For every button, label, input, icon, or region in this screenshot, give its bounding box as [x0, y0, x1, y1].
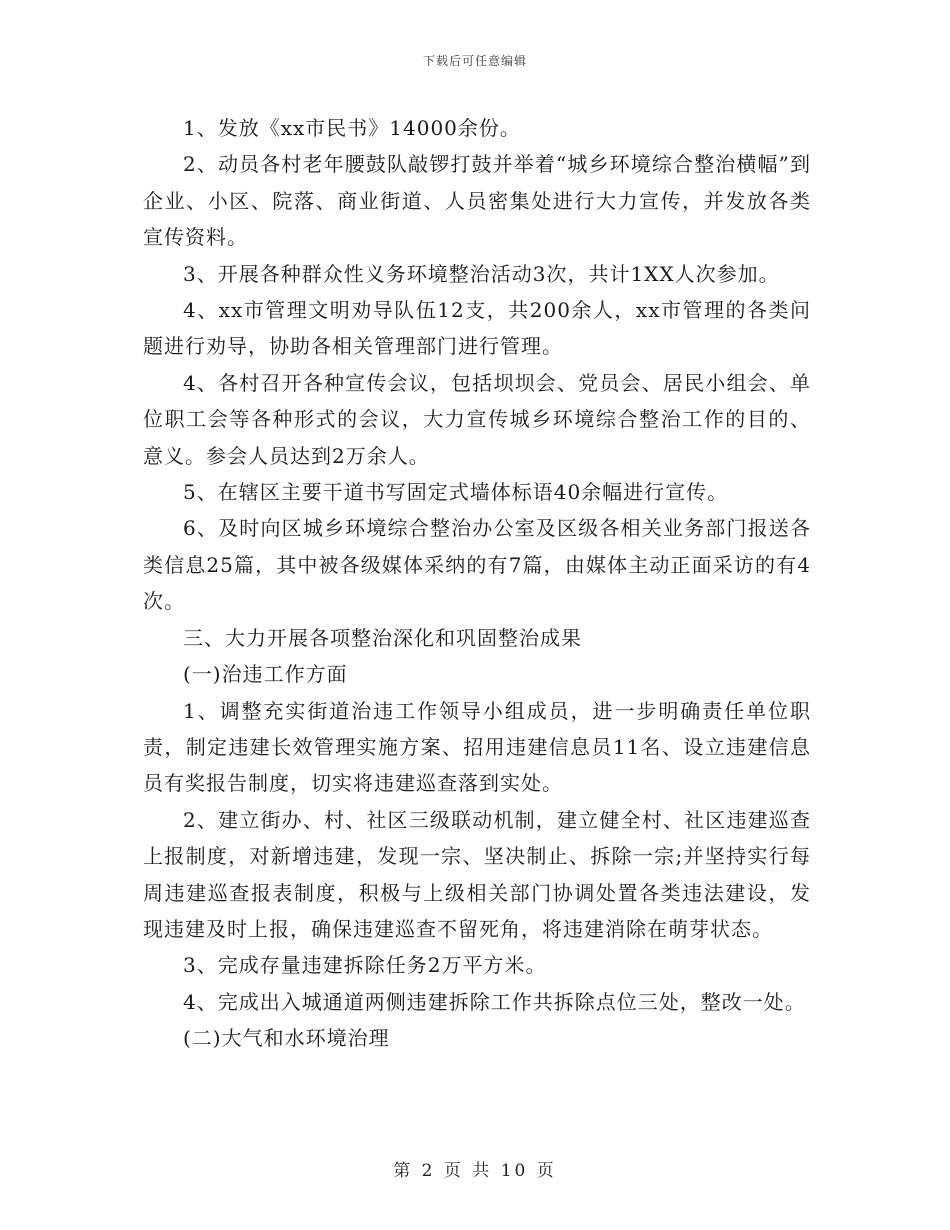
- paragraph: 3、完成存量违建拆除任务2万平方米。: [183, 953, 547, 978]
- paragraph: 2、动员各村老年腰鼓队敲锣打鼓并举着“城乡环境综合整治横幅”到企业、小区、院落、商业街道、人员密集处进行大力宣传，并发放各类宣传资料。: [143, 152, 811, 250]
- paragraph: 3、开展各种群众性义务环境整治活动3次，共计1XX人次参加。: [183, 261, 780, 286]
- paragraph: 4、各村召开各种宣传会议，包括坝坝会、党员会、居民小组会、单位职工会等各种形式的会议，大力宣传城乡环境综合整治工作的目的、意义。参会人员达到2万余人。: [143, 370, 811, 468]
- paragraph: 4、xx市管理文明劝导队伍12支，共200余人，xx市管理的各类问题进行劝导，协助各相关管理部门进行管理。: [143, 298, 811, 359]
- paragraph: 2、建立街办、村、社区三级联动机制，建立健全村、社区违建巡查上报制度，对新增违建，发现一宗、坚决制止、拆除一宗;并坚持实行每周违建巡查报表制度，积极与上级相关部门协调处置各类违法建设，发现违建及时上报，确保违建巡查不留死角，将违建消除在萌芽状态。: [143, 807, 811, 941]
- paragraph: 1、发放《xx市民书》14000余份。: [183, 116, 521, 140]
- page-number-footer: 第 2 页 共 10 页: [393, 1161, 557, 1181]
- section-heading: 三、大力开展各项整治深化和巩固整治成果: [183, 625, 582, 650]
- document-body: [143, 110, 811, 1057]
- paragraph: 4、完成出入城通道两侧违建拆除工作共拆除点位三处，整改一处。: [183, 989, 806, 1014]
- paragraph: 6、及时向区城乡环境综合整治办公室及区级各相关业务部门报送各类信息25篇，其中被各级媒体采纳的有7篇，由媒体主动正面采访的有4次。: [143, 516, 811, 614]
- paragraph: 5、在辖区主要干道书写固定式墙体标语40余幅进行宣传。: [183, 480, 729, 505]
- subsection-heading: (一)治违工作方面: [183, 662, 348, 687]
- paragraph: 1、调整充实街道治违工作领导小组成员，进一步明确责任单位职责，制定违建长效管理实施方案、招用违建信息员11名、设立违建信息员有奖报告制度，切实将违建巡查落到实处。: [143, 698, 811, 796]
- subsection-heading: (二)大气和水环境治理: [183, 1026, 390, 1051]
- header-note: 下载后可任意编辑: [422, 54, 527, 68]
